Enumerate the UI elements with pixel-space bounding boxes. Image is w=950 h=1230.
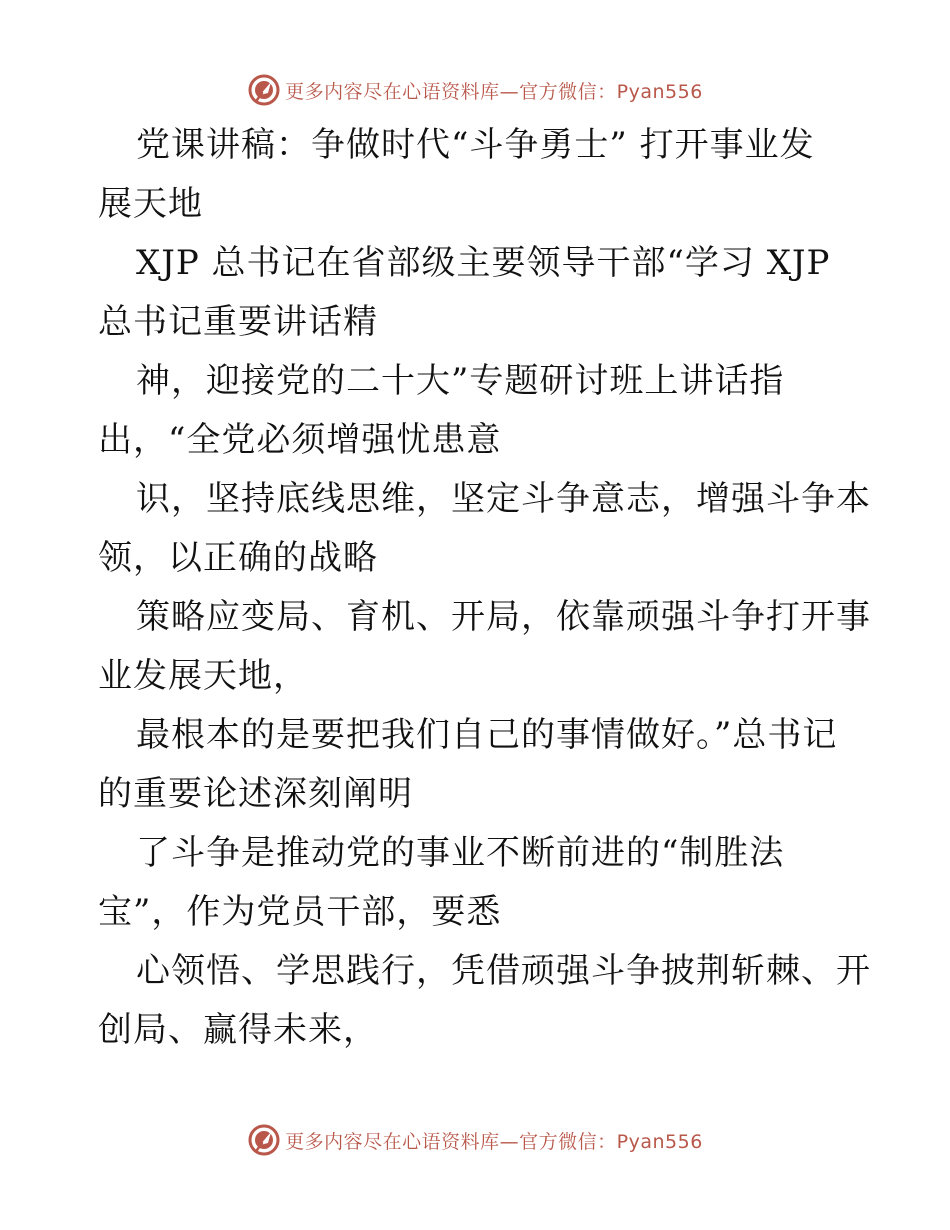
text-line: 领，以正确的战略 bbox=[98, 538, 378, 578]
text-line: 创局、赢得未来， bbox=[98, 1010, 378, 1050]
text-line: 策略应变局、育机、开局，依靠顽强斗争打开事 bbox=[136, 597, 871, 637]
text-line: 神，迎接党的二十大”专题研讨班上讲话指 bbox=[136, 361, 785, 401]
footer-watermark bbox=[0, 1118, 950, 1162]
text-line: 出，“全党必须增强忧患意 bbox=[98, 420, 502, 460]
text-line: 业发展天地， bbox=[98, 656, 308, 696]
text-line: XJP 总书记在省部级主要领导干部“学习 XJP bbox=[136, 243, 831, 283]
document-body bbox=[98, 116, 871, 1060]
text-line: 最根本的是要把我们自己的事情做好。”总书记 bbox=[136, 715, 838, 755]
text-line: 的重要论述深刻阐明 bbox=[98, 774, 413, 814]
text-line: 识，坚持底线思维，坚定斗争意志，增强斗争本 bbox=[136, 479, 871, 519]
text-line: 心领悟、学思践行，凭借顽强斗争披荆斩棘、开 bbox=[136, 951, 871, 991]
watermark-text: 更多内容尽在心语资料库—官方微信：Pyan556 bbox=[285, 1130, 703, 1153]
quill-logo-icon bbox=[247, 1123, 281, 1157]
text-line: 总书记重要讲话精 bbox=[98, 302, 378, 342]
text-line: 党课讲稿：争做时代“斗争勇士” 打开事业发 bbox=[136, 125, 815, 165]
text-line: 宝”，作为党员干部，要悉 bbox=[98, 892, 502, 932]
text-line: 展天地 bbox=[98, 184, 203, 224]
quill-logo-icon bbox=[247, 73, 281, 107]
header-watermark bbox=[0, 68, 950, 112]
watermark-text: 更多内容尽在心语资料库—官方微信：Pyan556 bbox=[285, 80, 703, 103]
text-line: 了斗争是推动党的事业不断前进的“制胜法 bbox=[136, 833, 785, 873]
